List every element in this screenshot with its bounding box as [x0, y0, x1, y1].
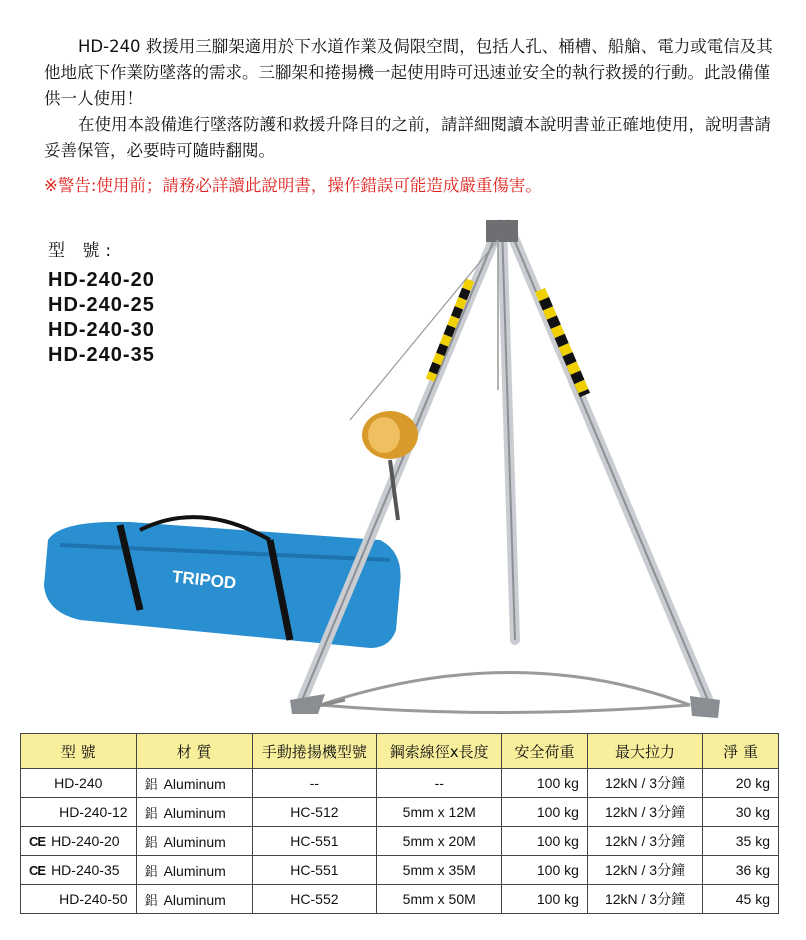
cell-load: 100 kg: [502, 856, 588, 885]
aluminum-icon: 鋁: [144, 834, 158, 850]
model-item: HD-240-35: [48, 344, 155, 366]
aluminum-icon: 鋁: [144, 805, 158, 821]
header-load: 安全荷重: [502, 734, 588, 769]
cell-material: 鋁 Aluminum: [136, 769, 252, 798]
cell-material: 鋁 Aluminum: [136, 856, 252, 885]
cell-material: 鋁 Aluminum: [136, 827, 252, 856]
cell-weight: 20 kg: [703, 769, 779, 798]
header-model: 型 號: [21, 734, 137, 769]
cell-pull: 12kN / 3分鐘: [587, 885, 702, 914]
cell-pull: 12kN / 3分鐘: [587, 769, 702, 798]
spec-table: [20, 733, 779, 914]
model-item: HD-240-30: [48, 319, 155, 341]
model-list: [48, 268, 155, 368]
cell-cable: 5mm x 35M: [377, 856, 502, 885]
model-item: HD-240-25: [48, 294, 155, 316]
cell-weight: 35 kg: [703, 827, 779, 856]
cell-load: 100 kg: [502, 769, 588, 798]
cell-model: CE HD-240-35: [21, 856, 137, 885]
cell-pull: 12kN / 3分鐘: [587, 798, 702, 827]
intro-paragraph-2: 在使用本設備進行墜落防護和救援升降目的之前，請詳細閱讀本說明書並正確地使用，說明書請妥善保管，必要時可隨時翻閱。: [44, 115, 771, 160]
aluminum-icon: 鋁: [144, 776, 158, 792]
bag-label: TRIPOD: [171, 567, 238, 593]
aluminum-icon: 鋁: [144, 863, 158, 879]
cell-weight: 45 kg: [703, 885, 779, 914]
aluminum-icon: 鋁: [144, 892, 158, 908]
header-weight: 淨 重: [703, 734, 779, 769]
cell-weight: 30 kg: [703, 798, 779, 827]
intro-paragraph-1: HD-240 救援用三腳架適用於下水道作業及侷限空間，包括人孔、桶槽、船艙、電力或電信及其他地底下作業防墜落的需求。三腳架和捲揚機一起使用時可迅速並安全的執行救援的行動。此設備僅供一人使用！: [44, 37, 773, 108]
ce-mark-icon: CE: [29, 834, 46, 849]
table-row: [21, 798, 779, 827]
table-row: [21, 856, 779, 885]
cell-model: CE HD-240-20: [21, 827, 137, 856]
model-label: 型 號:: [48, 241, 118, 261]
header-pull: 最大拉力: [587, 734, 702, 769]
cell-weight: 36 kg: [703, 856, 779, 885]
cell-material: 鋁 Aluminum: [136, 885, 252, 914]
cell-model: HD-240-50: [21, 885, 137, 914]
cell-cable: 5mm x 50M: [377, 885, 502, 914]
header-material: 材 質: [136, 734, 252, 769]
cell-model: HD-240-12: [21, 798, 137, 827]
cell-winch: HC-512: [252, 798, 377, 827]
model-item: HD-240-20: [48, 269, 155, 291]
ce-mark-icon: CE: [29, 863, 46, 878]
cell-winch: HC-551: [252, 856, 377, 885]
cell-load: 100 kg: [502, 885, 588, 914]
table-row: [21, 885, 779, 914]
cell-load: 100 kg: [502, 827, 588, 856]
cell-pull: 12kN / 3分鐘: [587, 856, 702, 885]
intro-text: [44, 34, 784, 164]
header-winch: 手動捲揚機型號: [252, 734, 377, 769]
cell-model: HD-240: [21, 769, 137, 798]
warning-text: ※警告:使用前；請務必詳讀此說明書，操作錯誤可能造成嚴重傷害。: [44, 176, 542, 195]
cell-cable: 5mm x 20M: [377, 827, 502, 856]
cell-load: 100 kg: [502, 798, 588, 827]
cell-winch: HC-552: [252, 885, 377, 914]
cell-winch: --: [252, 769, 377, 798]
cell-material: 鋁 Aluminum: [136, 798, 252, 827]
header-cable: 鋼索線徑x長度: [377, 734, 502, 769]
cell-cable: --: [377, 769, 502, 798]
spec-header-row: [21, 734, 779, 769]
cell-cable: 5mm x 12M: [377, 798, 502, 827]
table-row: [21, 769, 779, 798]
cell-winch: HC-551: [252, 827, 377, 856]
table-row: [21, 827, 779, 856]
cell-pull: 12kN / 3分鐘: [587, 827, 702, 856]
